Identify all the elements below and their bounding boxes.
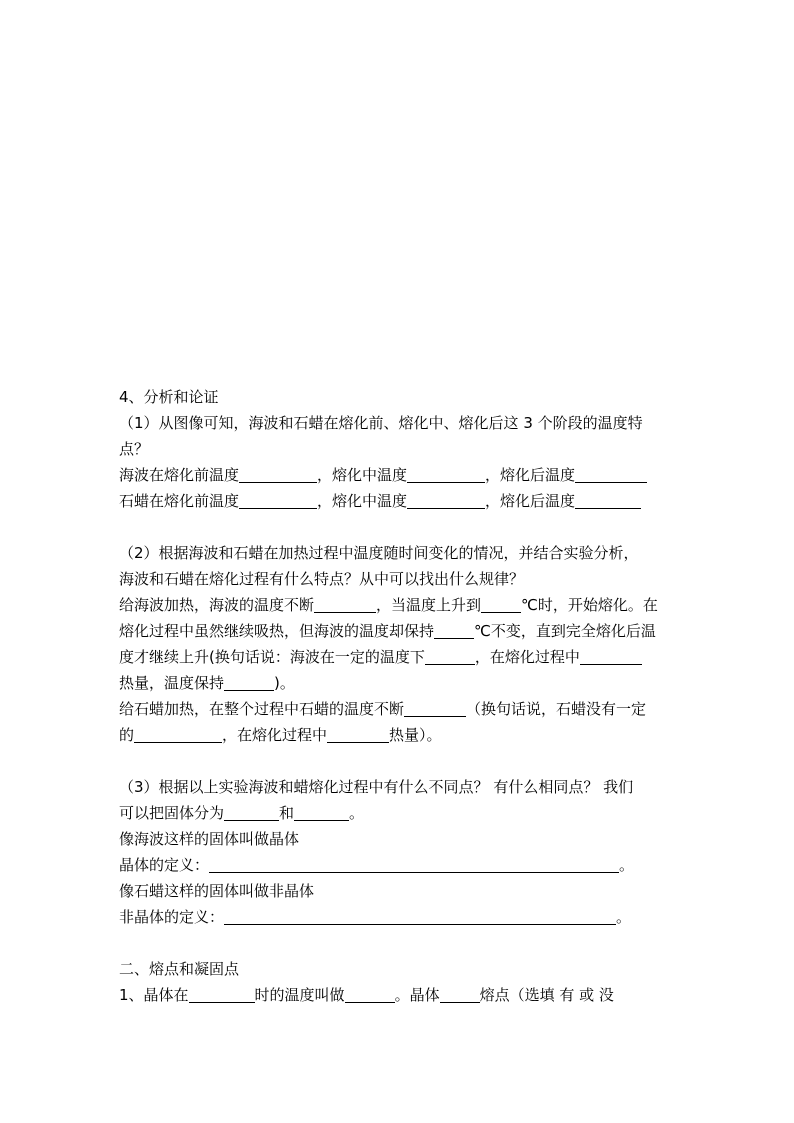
text: ，熔化后温度 [485, 492, 576, 510]
spacer [119, 930, 679, 956]
q3-amorphous-definition [119, 904, 679, 930]
q3-prompt-line2 [119, 800, 679, 826]
q2-prompt-line2: 海波和石蜡在熔化过程有什么特点？从中可以找出什么规律？ [119, 570, 525, 588]
answer-blank[interactable] [407, 492, 485, 509]
answer-blank[interactable] [314, 596, 376, 613]
text: ，熔化后温度 [485, 466, 576, 484]
text: 石蜡在熔化前温度 [119, 492, 240, 510]
text: 。 [619, 856, 635, 874]
text: 晶体的定义： [119, 856, 210, 874]
q1-row-shila [119, 488, 679, 514]
answer-blank[interactable] [134, 726, 222, 743]
text: ℃不变，直到完全熔化后温 [474, 622, 656, 640]
text: 可以把固体分为 [119, 804, 225, 822]
q1-prompt-line2: 点？ [119, 440, 150, 458]
q1-prompt-line1: （1）从图像可知，海波和石蜡在熔化前、熔化中、熔化后这 3 个阶段的温度特 [119, 414, 643, 432]
answer-blank[interactable] [239, 492, 317, 509]
q1-row-haibo [119, 462, 679, 488]
answer-blank[interactable] [440, 986, 480, 1003]
q2-haibo-line2 [119, 618, 679, 644]
text: 。晶体 [394, 986, 440, 1004]
text: 。 [349, 804, 365, 822]
text: ，在熔化过程中 [474, 648, 580, 666]
text: 度才继续上升(换句话说：海波在一定的温度下 [119, 648, 425, 666]
section-4-heading: 4、分析和论证 [119, 388, 219, 406]
answer-blank[interactable] [434, 622, 474, 639]
q2-shila-line2 [119, 722, 679, 748]
q3-amorphous-intro: 像石蜡这样的固体叫做非晶体 [119, 882, 315, 900]
answer-blank[interactable] [407, 466, 485, 483]
answer-blank[interactable] [189, 986, 255, 1003]
answer-blank[interactable] [224, 804, 279, 821]
answer-blank[interactable] [224, 674, 274, 691]
text: 海波在熔化前温度 [119, 466, 240, 484]
text: ，当温度上升到 [376, 596, 482, 614]
text: 的 [119, 726, 135, 744]
answer-blank[interactable] [404, 700, 466, 717]
worksheet-content [119, 384, 679, 1008]
answer-blank[interactable] [425, 648, 475, 665]
text: 热量）。 [389, 726, 442, 744]
answer-blank[interactable] [481, 596, 521, 613]
text: ，在熔化过程中 [222, 726, 328, 744]
q3-crystal-definition [119, 852, 679, 878]
section-2-line1 [119, 982, 679, 1008]
text: 时的温度叫做 [254, 986, 345, 1004]
spacer [119, 514, 679, 540]
answer-blank[interactable] [575, 492, 641, 509]
answer-blank[interactable] [224, 908, 616, 925]
q2-shila-line1 [119, 696, 679, 722]
text: ℃时，开始熔化。在 [521, 596, 658, 614]
text: ，熔化中温度 [317, 492, 408, 510]
text: 非晶体的定义： [119, 908, 225, 926]
text: 热量，温度保持 [119, 674, 225, 692]
answer-blank[interactable] [345, 986, 395, 1003]
text: ，熔化中温度 [317, 466, 408, 484]
answer-blank[interactable] [575, 466, 647, 483]
text: 和 [279, 804, 295, 822]
q2-haibo-line4 [119, 670, 679, 696]
text: 1、晶体在 [119, 986, 189, 1004]
answer-blank[interactable] [239, 466, 317, 483]
q2-haibo-line1 [119, 592, 679, 618]
q3-prompt-line1: （3）根据以上实验海波和蜡熔化过程中有什么不同点？ 有什么相同点？ 我们 [119, 778, 634, 796]
text: 熔化过程中虽然继续吸热，但海波的温度却保持 [119, 622, 435, 640]
answer-blank[interactable] [209, 856, 619, 873]
text: （换句话说，石蜡没有一定 [466, 700, 647, 718]
q2-haibo-line3 [119, 644, 679, 670]
answer-blank[interactable] [294, 804, 349, 821]
q2-prompt-line1: （2）根据海波和石蜡在加热过程中温度随时间变化的情况，并结合实验分析， [119, 544, 639, 562]
answer-blank[interactable] [327, 726, 389, 743]
text: 。 [616, 908, 632, 926]
text: )。 [274, 674, 295, 692]
text: 给石蜡加热，在整个过程中石蜡的温度不断 [119, 700, 405, 718]
q3-crystal-intro: 像海波这样的固体叫做晶体 [119, 830, 300, 848]
spacer [119, 748, 679, 774]
text: 熔点（选填 有 或 没 [479, 986, 614, 1004]
section-2-heading: 二、熔点和凝固点 [119, 960, 240, 978]
text: 给海波加热，海波的温度不断 [119, 596, 315, 614]
answer-blank[interactable] [580, 648, 642, 665]
